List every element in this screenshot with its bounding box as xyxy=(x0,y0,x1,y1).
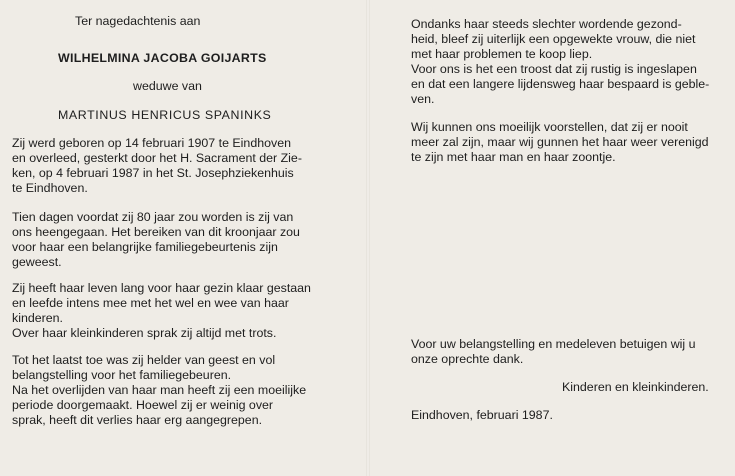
para2-line: ons heengegaan. Het bereiken van dit kroonjaar zou xyxy=(12,225,300,239)
para2-line: Tien dagen voordat zij 80 jaar zou worden is zij van xyxy=(12,210,294,224)
para4-line: sprak, heeft dit verlies haar erg aangegrepen. xyxy=(12,413,263,427)
widow-of-text: weduwe van xyxy=(133,79,202,93)
right-para1-line: ven. xyxy=(411,92,435,106)
signature: Kinderen en kleinkinderen. xyxy=(562,380,709,394)
in-memory-text: Ter nagedachtenis aan xyxy=(75,14,201,28)
para2-line: geweest. xyxy=(12,255,62,269)
para3-line: Over haar kleinkinderen sprak zij altijd met trots. xyxy=(12,326,277,340)
right-para1-line: Ondanks haar steeds slechter wordende gezond- xyxy=(411,17,682,31)
right-para1-line: met haar problemen te koop liep. xyxy=(411,47,593,61)
para3-line: Zij heeft haar leven lang voor haar gezin klaar gestaan xyxy=(12,281,311,295)
para4-line: periode doorgemaakt. Hoewel zij er weinig over xyxy=(12,398,274,412)
deceased-name: WILHELMINA JACOBA GOIJARTS xyxy=(58,51,267,65)
thanks-line: Voor uw belangstelling en medeleven betuigen wij u xyxy=(411,337,696,351)
place-date: Eindhoven, februari 1987. xyxy=(411,408,553,422)
para3-line: en leefde intens mee met het wel en wee van haar xyxy=(12,296,289,310)
right-para2-line: te zijn met haar man en haar zoontje. xyxy=(411,150,616,164)
left-page xyxy=(0,0,366,476)
thanks-line: onze oprechte dank. xyxy=(411,352,524,366)
para4-line: belangstelling voor het familiegebeuren. xyxy=(12,368,232,382)
right-para1-line: Voor ons is het een troost dat zij rustig is ingeslapen xyxy=(411,62,697,76)
right-para1-line: en dat een langere lijdensweg haar bespaard is geble- xyxy=(411,77,710,91)
right-para2-line: Wij kunnen ons moeilijk voorstellen, dat zij er nooit xyxy=(411,120,688,134)
para2-line: voor haar een belangrijke familiegebeurtenis zijn xyxy=(12,240,278,254)
para4-line: Tot het laatst toe was zij helder van geest en vol xyxy=(12,353,276,367)
para3-line: kinderen. xyxy=(12,311,63,325)
para4-line: Na het overlijden van haar man heeft zij een moeilijke xyxy=(12,383,307,397)
husband-name: MARTINUS HENRICUS SPANINKS xyxy=(58,108,272,122)
right-page xyxy=(370,0,735,476)
right-para2-line: meer zal zijn, maar wij gunnen het haar weer verenigd xyxy=(411,135,709,149)
para1-line: en overleed, gesterkt door het H. Sacrament der Zie- xyxy=(12,151,302,165)
right-para1-line: heid, bleef zij uiterlijk een opgewekte vrouw, die niet xyxy=(411,32,696,46)
para1-line: ken, op 4 februari 1987 in het St. Josephziekenhuis xyxy=(12,166,294,180)
para1-line: Zij werd geboren op 14 februari 1907 te Eindhoven xyxy=(12,136,291,150)
para1-line: te Eindhoven. xyxy=(12,181,88,195)
